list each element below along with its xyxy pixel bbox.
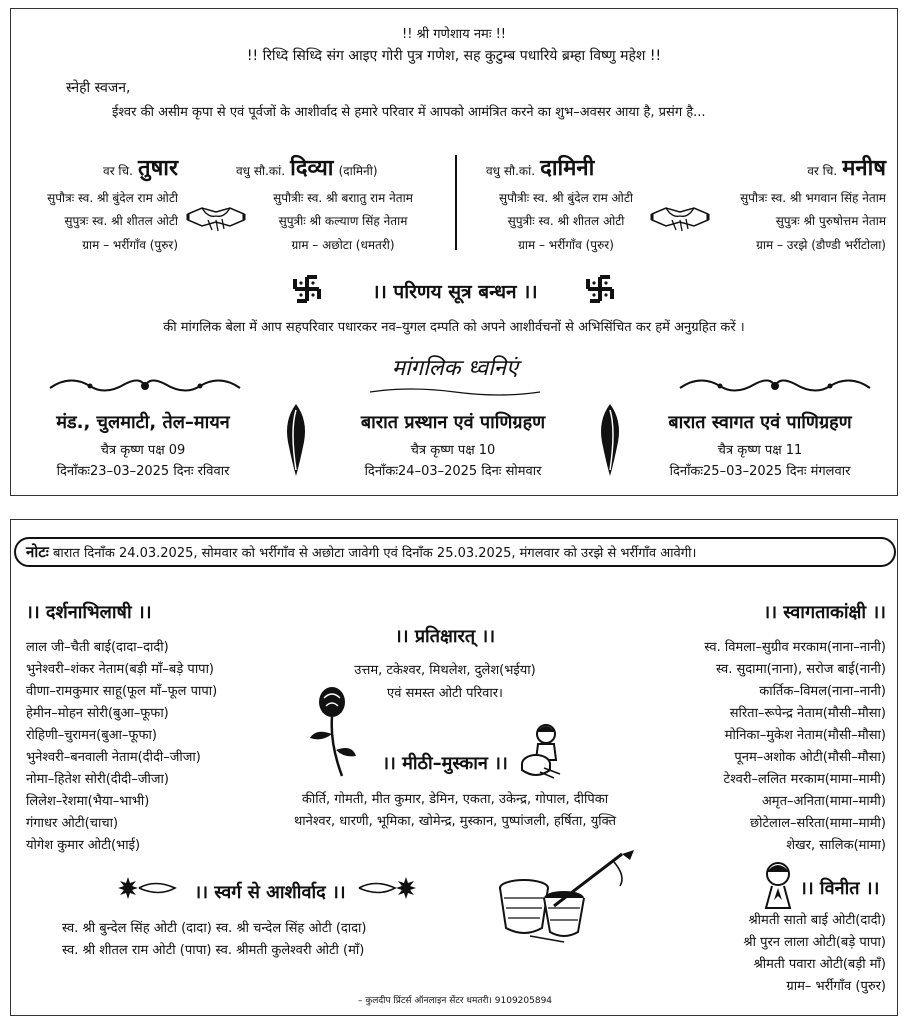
intro-text: ईश्वर की असीम कृपा से एवं पूर्वजों के आशीर्वाद से हमारे परिवार में आपको आमंत्रित करने का शुभ–अवसर आया है, प्रसंग है... <box>112 105 706 120</box>
list-item: श्रीमती पवारा ओटी(बड़ी माँ) <box>753 957 886 972</box>
note-label: नोटः <box>26 543 49 561</box>
groom-prefix: वर चि. <box>103 164 133 178</box>
list-item: छोटेलाल–सरिता(मामा–मामी) <box>750 816 886 831</box>
event-title: बारात स्वागत एवं पाणिग्रहण <box>668 412 852 433</box>
invocation: !! श्री गणेशाय नमः !! <box>401 27 507 42</box>
pratiksha-title: ।। प्रतिक्षारत् ।। <box>394 626 496 647</box>
groom-line: ग्राम – भर्रीगाँव (पुरुर) <box>82 238 178 252</box>
musical-instruments-icon <box>494 846 644 946</box>
groom-line: सुपौत्रः स्व. श्री भगवान सिंह नेताम <box>740 191 886 205</box>
event-title: मंड., चुलमाटी, तेल–मायन <box>56 412 230 433</box>
list-item: वीणा–रामकुमार साहू(फूल माँ–फूल पापा) <box>26 684 218 699</box>
list-item: श्रीमती सातो बाई ओटी(दादी) <box>748 913 886 928</box>
pratiksha-line: एवं समस्त ओटी परिवार। <box>387 686 503 701</box>
list-item: स्व. सुदामा(नाना), सरोज बाई(नानी) <box>715 662 886 677</box>
ornament-flourish <box>45 372 245 400</box>
feather-ornament-icon <box>596 400 624 480</box>
groom-name: तुषार <box>138 156 178 181</box>
note-banner <box>14 537 896 567</box>
bride-line: ग्राम – अछोटा (धमतरी) <box>291 238 395 252</box>
list-item: भुनेश्वरी–बनवाली नेताम(दीदी–जीजा) <box>26 750 201 765</box>
list-item: श्री पुरन लाला ओटी(बड़े पापा) <box>743 935 886 950</box>
blessing-line: !! रिध्दि सिध्दि संग आइए गोरी पुत्र गणेश, सह कुटुम्ब पधारिये ब्रम्हा विष्णु महेश !! <box>246 48 662 64</box>
bride-line: ग्राम – भर्रीगाँव (पुरुर) <box>518 238 614 252</box>
ceremony-text: की मांगलिक बेला में आप सहपरिवार पधारकर नव–युगल दम्पति को अपने आशीर्वचनों से अभिसिंचित कर हमें अनुग्रहित करें । <box>163 320 745 335</box>
list-item: टेश्वरी–ललित मरकाम(मामा–मामी) <box>723 772 886 787</box>
list-item: भुनेश्वरी–शंकर नेताम(बड़ी माँ–बड़े पापा) <box>26 662 215 677</box>
list-item: कार्तिक–विमल(नाना–नानी) <box>759 684 886 699</box>
note-text: बारात दिनाँक 24.03.2025, सोमवार को भर्रीगाँव से अछोटा जावेगी एवं दिनाँक 25.03.2025, मंगलवार को उरझे से भर्रीगाँव आवेगी। <box>52 546 697 561</box>
list-item: शेखर, सालिक(मामा) <box>786 838 886 853</box>
namaste-figure-icon <box>756 860 800 910</box>
list-item: मोनिका–मुकेश नेताम(मौसी–मौसा) <box>724 728 886 743</box>
muskan-line: कीर्ति, गोमती, मीत कुमार, डेमिन, एकता, उकेन्द्र, गोपाल, दीपिका <box>301 792 609 807</box>
groom-line: ग्राम – उरझे (डौण्डी भर्रीटोला) <box>756 238 886 252</box>
event-paksha: चैत्र कृष्ण पक्ष 09 <box>100 443 186 458</box>
list-item: अमृत–अनिता(मामा–मामी) <box>761 794 886 809</box>
muskan-title: ।। मीठी–मुस्कान ।। <box>382 753 508 774</box>
handshake-icon <box>186 200 246 234</box>
darshan-title: ।। दर्शनाभिलाषी ।। <box>26 602 152 623</box>
bride-prefix: वधु सौ.कां. <box>486 164 536 178</box>
bride-name-block <box>236 152 378 182</box>
ceremony-title: ।। परिणय सूत्र बन्धन ।। <box>372 281 538 303</box>
list-item: लाल जी–चैती बाई(दादा–दादी) <box>26 640 169 655</box>
ornament-flourish <box>675 372 875 400</box>
event-paksha: चैत्र कृष्ण पक्ष 11 <box>717 443 803 458</box>
swarg-line: स्व. श्री शीतल राम ओटी (पापा) स्व. श्रीमती कुलेश्वरी ओटी (माँ) <box>62 943 365 958</box>
bride-alias: (दामिनी) <box>338 164 378 178</box>
groom-name-block <box>640 152 886 182</box>
pratiksha-line: उत्तम, टकेश्वर, मिथलेश, दुलेश(भईया) <box>354 663 536 678</box>
printer-credit: – कुलदीप प्रिंटर्स ऑनलाइन सेंटर धमतरी। 9109205894 <box>357 996 553 1006</box>
list-item: स्व. विमला–सुग्रीव मरकाम(नाना–नानी) <box>704 640 886 655</box>
event-title: बारात प्रस्थान एवं पाणिग्रहण <box>360 412 546 433</box>
event-date: दिनाँकः23–03–2025 दिनः रविवार <box>56 464 230 479</box>
swastika-icon <box>585 274 615 304</box>
muskan-line: थानेश्वर, धारणी, भूमिका, खोमेन्द्र, मुस्कान, पुष्पांजली, हर्षिता, युक्ति <box>294 814 616 829</box>
groom-name-block <box>10 152 178 182</box>
drummer-boy-icon <box>516 722 568 780</box>
bride-name: दामिनी <box>540 156 595 181</box>
list-item: ग्राम– भर्रीगाँव (पुरुर) <box>786 979 886 994</box>
flower-ornament-icon <box>355 875 419 901</box>
groom-line: सुपुत्रः श्री पुरुषोत्तम नेताम <box>775 214 886 228</box>
event-paksha: चैत्र कृष्ण पक्ष 10 <box>410 443 496 458</box>
rose-icon <box>302 684 360 780</box>
list-item: हेमीन–मोहन सोरी(बुआ–फूफा) <box>26 706 169 721</box>
list-item: नोमा–हितेश सोरी(दीदी–जीजा) <box>26 772 169 787</box>
bride-name: दिव्या <box>290 156 334 181</box>
bride-line: सुपौत्रीः स्व. श्री बराातु राम नेताम <box>273 191 413 205</box>
list-item: गंगाधर ओटी(चाचा) <box>26 816 119 831</box>
swagat-title: ।। स्वागताकांक्षी ।। <box>763 602 886 623</box>
bride-prefix: वधु सौ.कां. <box>236 164 286 178</box>
list-item: पूनम–अशोक ओटी(मौसी–मौसा) <box>734 750 886 765</box>
list-item: रोहिणी–चुरामन(बुआ–फूफा) <box>26 728 157 743</box>
bride-name-block <box>486 152 594 182</box>
event-date: दिनाँकः24–03–2025 दिनः सोमवार <box>364 464 542 479</box>
feather-ornament-icon <box>282 400 310 480</box>
event-date: दिनाँकः25–03–2025 दिनः मंगलवार <box>669 464 851 479</box>
vinit-title: ।। विनीत ।। <box>800 878 880 899</box>
groom-line: सुपुत्रः स्व. श्री शीतल ओटी <box>64 214 178 228</box>
groom-name: मनीष <box>842 156 886 181</box>
greeting: स्नेही स्वजन, <box>66 80 131 96</box>
swarg-title: ।। स्वर्ग से आशीर्वाद ।। <box>194 882 346 903</box>
couple-divider <box>455 155 457 250</box>
bride-line: सुपुत्रीः श्री कल्याण सिंह नेताम <box>278 214 408 228</box>
calligraphy-underline <box>365 386 545 398</box>
swarg-line: स्व. श्री बुन्देल सिंह ओटी (दादा) स्व. श्री चन्देल सिंह ओटी (दादा) <box>62 921 367 936</box>
bride-line: सुपुत्रीः स्व. श्री शीतल ओटी <box>507 214 625 228</box>
calligraphy-title: मांगलिक ध्वनिएं <box>391 356 519 381</box>
bride-line: सुपौत्रीः स्व. श्री बुंदेल राम ओटी <box>498 191 633 205</box>
list-item: लिलेश–रेशमा(भैया–भाभी) <box>26 794 150 809</box>
list-item: सरिता–रूपेन्द्र नेताम(मौसी–मौसा) <box>729 706 886 721</box>
list-item: योगेश कुमार ओटी(भाई) <box>26 838 141 853</box>
groom-prefix: वर चि. <box>807 164 838 178</box>
groom-line: सुपौत्रः स्व. श्री बुंदेल राम ओटी <box>47 191 178 205</box>
